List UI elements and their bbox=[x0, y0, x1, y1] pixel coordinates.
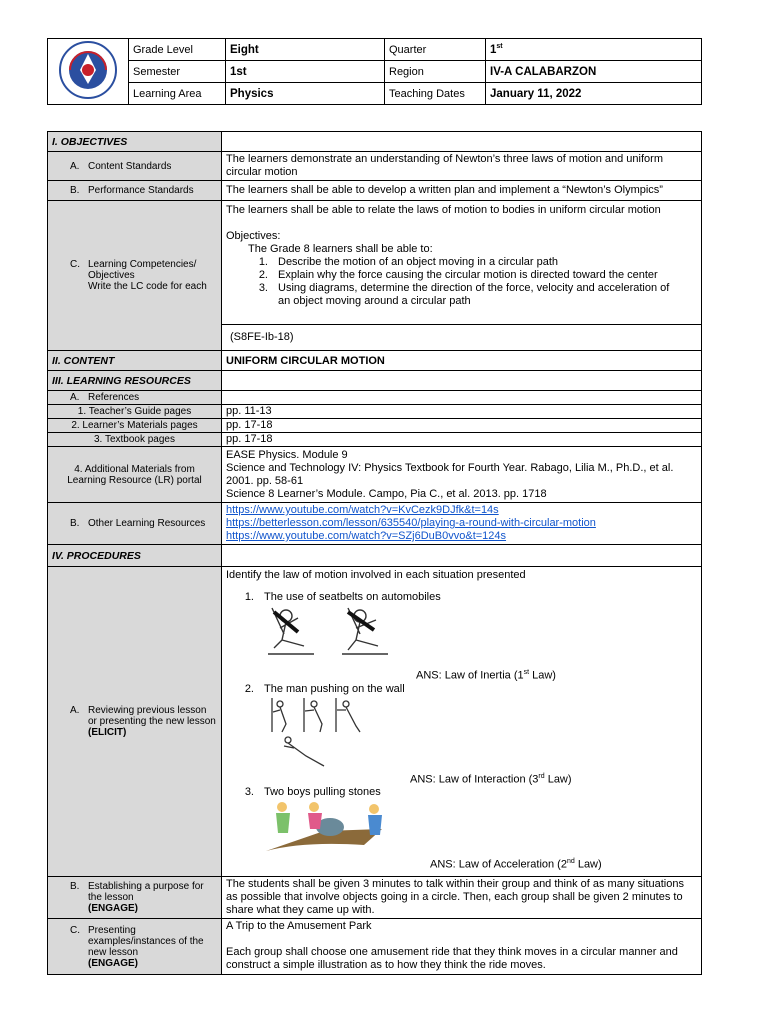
letter-b: B. bbox=[70, 881, 80, 892]
amusement-park-title: A Trip to the Amusement Park bbox=[226, 920, 372, 932]
elicit-text: Reviewing previous lesson or presenting the new lesson bbox=[88, 705, 216, 727]
seatbelt-figure bbox=[226, 604, 697, 666]
learning-area-label: Learning Area bbox=[129, 83, 226, 105]
lesson-plan-table bbox=[47, 131, 702, 975]
objective-item: 2. Explain why the force causing the circular motion is directed toward the center bbox=[258, 269, 658, 281]
region-value: IV-A CALABARZON bbox=[486, 61, 702, 83]
additional-materials-text: 4. Additional Materials from bbox=[74, 463, 195, 475]
letter-c: C. bbox=[70, 259, 80, 270]
material-line: Science and Technology IV: Physics Textbook for Fourth Year. Rabago, Lilia M., Ph.D., et al. 2001. pp. 58-61 bbox=[226, 461, 674, 487]
engage-examples-value bbox=[222, 919, 702, 975]
letter-b: B. bbox=[70, 518, 80, 529]
grade-level-value: Eight bbox=[226, 39, 385, 61]
engage-tag: (ENGAGE) bbox=[88, 903, 138, 914]
textbook-value: pp. 17-18 bbox=[222, 433, 702, 447]
material-line: Science 8 Learner’s Module. Campo, Pia C., et al. 2013. pp. 1718 bbox=[226, 487, 547, 500]
elicit-tag: (ELICIT) bbox=[88, 727, 127, 738]
letter-a: A. bbox=[70, 160, 80, 172]
textbook-label: 3. Textbook pages bbox=[48, 433, 222, 447]
quarter-suffix: st bbox=[496, 43, 503, 51]
deped-seal-cell bbox=[48, 39, 129, 105]
engage-purpose-value: The students shall be given 3 minutes to talk within their group and think of as many situations as possible that involve objects going in a circle. Then, each group shall be given 2 minutes to share what they came up with. bbox=[222, 877, 702, 919]
lc-code: (S8FE-Ib-18) bbox=[222, 325, 702, 351]
performance-standards-value: The learners shall be able to develop a written plan and implement a “Newton’s Olympics” bbox=[222, 181, 702, 201]
lr-portal-text: Learning Resource (LR) portal bbox=[67, 474, 202, 486]
objectives-heading-blank bbox=[222, 132, 702, 152]
letter-a: A. bbox=[70, 392, 80, 403]
content-value: UNIFORM CIRCULAR MOTION bbox=[222, 351, 702, 371]
additional-materials-label bbox=[48, 447, 222, 503]
letter-a: A. bbox=[70, 705, 80, 716]
engage-tag: (ENGAGE) bbox=[88, 957, 138, 969]
other-resources-label bbox=[48, 503, 222, 545]
other-resources-text: Other Learning Resources bbox=[88, 518, 206, 529]
teaching-dates-label: Teaching Dates bbox=[385, 83, 486, 105]
learners-materials-value: pp. 17-18 bbox=[222, 419, 702, 433]
material-line: EASE Physics. Module 9 bbox=[226, 448, 348, 461]
seatbelt-illustration-icon bbox=[264, 604, 414, 664]
lc-code-note: Write the LC code for each bbox=[88, 281, 207, 292]
learning-area-value: Physics bbox=[226, 83, 385, 105]
situation-item: 3. Two boys pulling stones bbox=[244, 786, 381, 799]
resource-link[interactable]: https://www.youtube.com/watch?v=KvCezk9DJfk&t=14s bbox=[226, 504, 499, 516]
elicit-label bbox=[48, 567, 222, 877]
letter-c: C. bbox=[70, 924, 80, 936]
situation-item: 2. The man pushing on the wall bbox=[244, 682, 405, 695]
objective-item-continued: an object moving around a circular path bbox=[278, 295, 471, 307]
engage-examples-label bbox=[48, 919, 222, 975]
region-label: Region bbox=[385, 61, 486, 83]
answer-line: ANS: Law of Acceleration (2nd Law) bbox=[430, 858, 602, 871]
competencies-text: Learning Competencies/ Objectives bbox=[88, 259, 197, 281]
references-text: References bbox=[88, 392, 140, 403]
references-blank bbox=[222, 391, 702, 405]
quarter-label: Quarter bbox=[385, 39, 486, 61]
resources-heading-blank bbox=[222, 371, 702, 391]
additional-materials-value bbox=[222, 447, 702, 503]
purpose-text: Establishing a purpose for the lesson bbox=[88, 881, 204, 903]
quarter-value bbox=[486, 39, 702, 61]
grade-level-label: Grade Level bbox=[129, 39, 226, 61]
teaching-dates-value: January 11, 2022 bbox=[486, 83, 702, 105]
resource-link[interactable]: https://www.youtube.com/watch?v=SZj6DuB0vvo&t=124s bbox=[226, 530, 507, 542]
teachers-guide-label: 1. Teacher’s Guide pages bbox=[48, 405, 222, 419]
content-standards-value: The learners demonstrate an understanding of Newton’s three laws of motion and uniform circular motion bbox=[222, 152, 702, 181]
objectives-heading: I. OBJECTIVES bbox=[48, 132, 222, 152]
letter-b: B. bbox=[70, 185, 80, 196]
header-table bbox=[47, 38, 702, 105]
objective-item: 3. Using diagrams, determine the direction of the force, velocity and acceleration of bbox=[258, 282, 670, 294]
answer-line: ANS: Law of Interaction (3rd Law) bbox=[410, 772, 572, 786]
wall-push-illustration-icon bbox=[264, 696, 374, 770]
wall-push-figure bbox=[226, 696, 697, 770]
objectives-sub-intro: The Grade 8 learners shall be able to: bbox=[248, 243, 433, 255]
content-standards-text: Content Standards bbox=[88, 160, 172, 172]
semester-value: 1st bbox=[226, 61, 385, 83]
examples-text: Presenting examples/instances of the new lesson bbox=[88, 924, 204, 958]
learners-materials-label: 2. Learner’s Materials pages bbox=[48, 419, 222, 433]
performance-standards-label bbox=[48, 181, 222, 201]
elicit-intro: Identify the law of motion involved in each situation presented bbox=[226, 569, 526, 581]
elicit-value bbox=[222, 567, 702, 877]
engage-purpose-label bbox=[48, 877, 222, 919]
performance-standards-text: Performance Standards bbox=[88, 185, 194, 196]
competencies-label bbox=[48, 201, 222, 351]
resources-heading: III. LEARNING RESOURCES bbox=[48, 371, 222, 391]
procedures-heading: IV. PROCEDURES bbox=[48, 545, 222, 567]
situation-item: 1. The use of seatbelts on automobiles bbox=[244, 591, 441, 603]
other-resources-value bbox=[222, 503, 702, 545]
teachers-guide-value: pp. 11-13 bbox=[222, 405, 702, 419]
deped-seal-icon bbox=[56, 40, 120, 100]
stone-pull-figure bbox=[226, 799, 697, 855]
answer-line: ANS: Law of Inertia (1st Law) bbox=[416, 669, 556, 682]
procedures-heading-blank bbox=[222, 545, 702, 567]
objective-item: 1. Describe the motion of an object moving in a circular path bbox=[258, 256, 559, 268]
competencies-intro: The learners shall be able to relate the laws of motion to bodies in uniform circular motion bbox=[226, 204, 661, 216]
quarter-number: 1 bbox=[490, 43, 497, 56]
objectives-subheading: Objectives: bbox=[226, 230, 281, 242]
stone-pull-illustration-icon bbox=[264, 799, 394, 857]
content-standards-label bbox=[48, 152, 222, 181]
amusement-park-text: Each group shall choose one amusement ride that they think moves in a circular manner and construct a simple illustration as to how they think the ride moves. bbox=[226, 946, 678, 971]
references-label bbox=[48, 391, 222, 405]
resource-link[interactable]: https://betterlesson.com/lesson/635540/playing-a-round-with-circular-motion bbox=[226, 517, 596, 529]
semester-label: Semester bbox=[129, 61, 226, 83]
content-heading: II. CONTENT bbox=[48, 351, 222, 371]
competencies-value bbox=[222, 201, 702, 325]
